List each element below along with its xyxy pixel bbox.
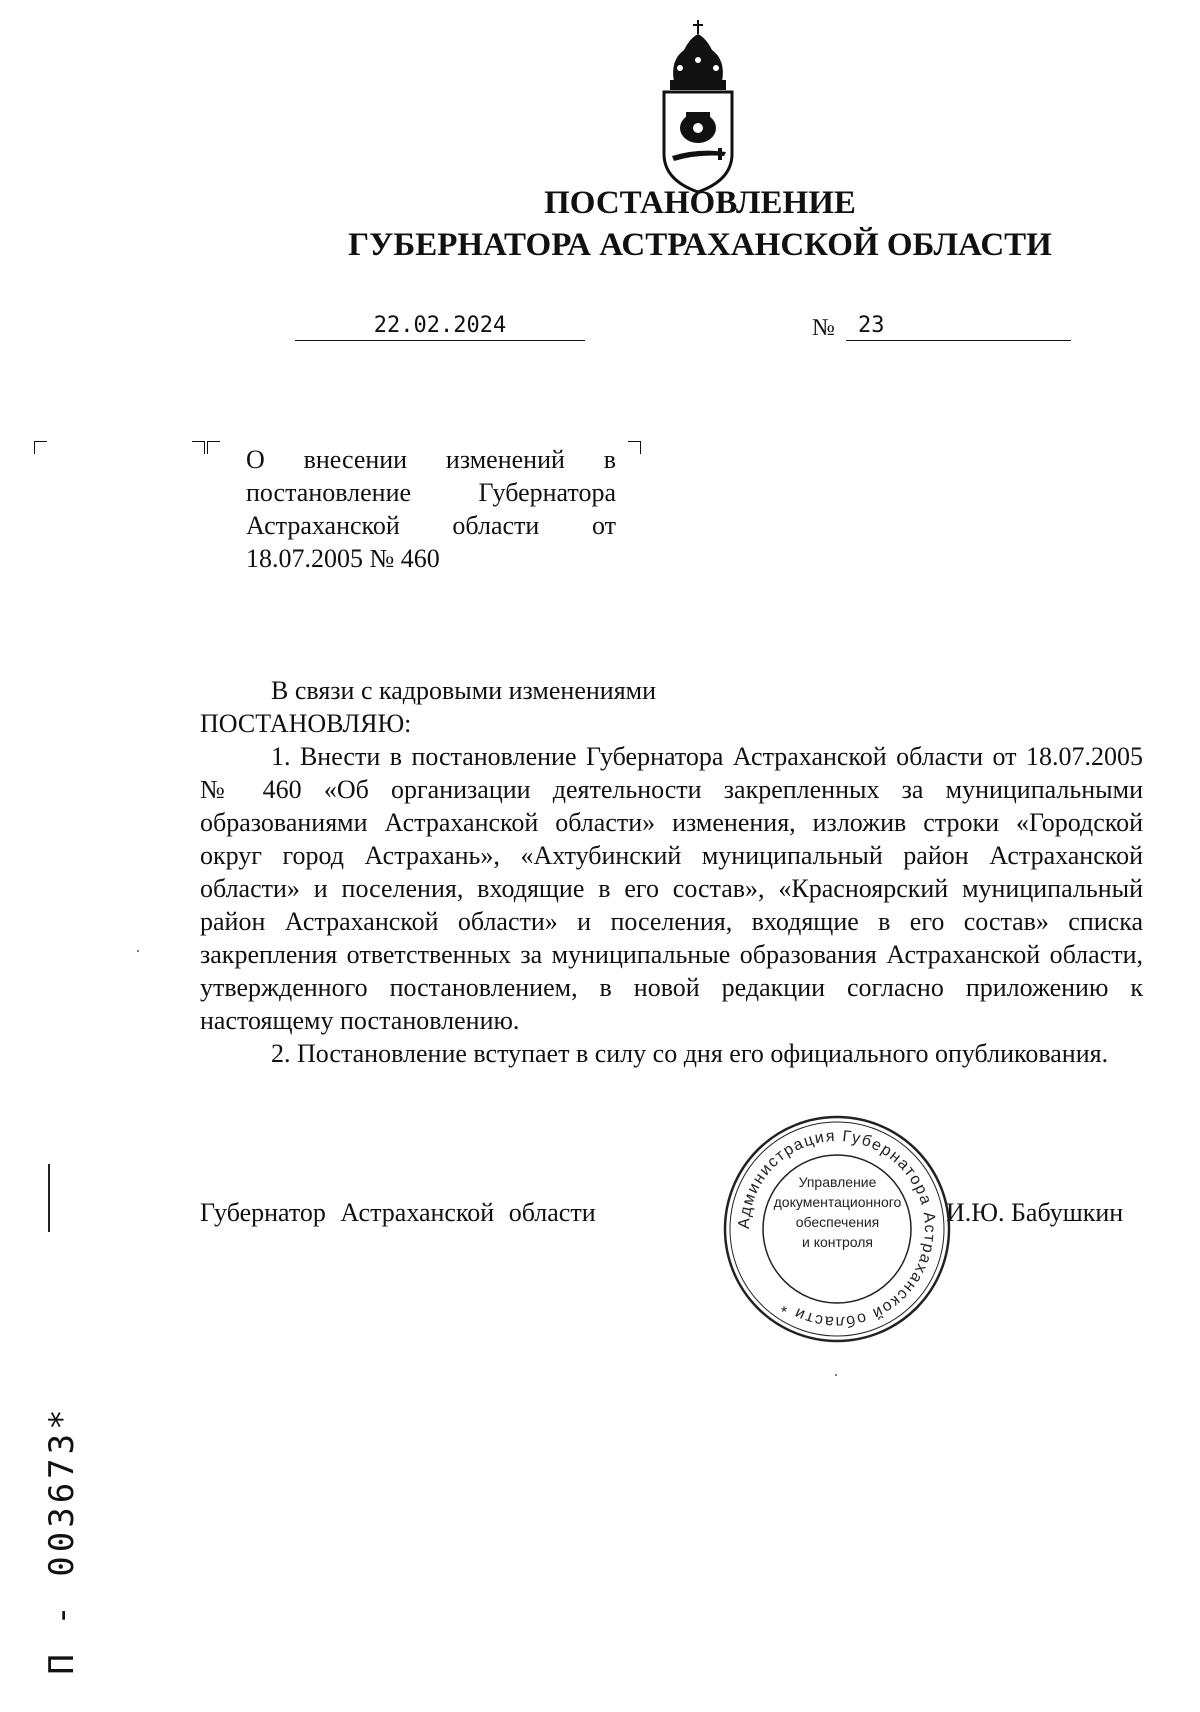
side-registration-code: П - 003673* [42,1405,82,1675]
document-subject [246,443,616,575]
intro-text: В связи с кадровыми изменениями [271,676,657,705]
corner-mark [628,441,641,454]
paragraph-item-1: 1. Внести в постановление Губернатора Астраханской области от 18.07.2005 № 460 «Об организации деятельности закрепленных за муниципальными образованиями Астраханской области» изменения, изложив строки «Городской округ город Астрахань», «Ахтубинский муниципальный район Астраханской области» и поселения, входящие в его состав», «Красноярский муниципальный район Астраханской области» и поселения, входящие в его состав» списка закрепления ответственных за муниципальные образования Астраханской области, утвержденного постановлением, в новой редакции согласно приложению к настоящему постановлению. [200,742,1143,1035]
margin-line [48,1164,50,1232]
corner-mark [207,441,220,454]
signatory-position: Губернатор Астраханской области [200,1198,596,1227]
scan-speck [835,1374,837,1376]
document-title-line-2: ГУБЕРНАТОРА АСТРАХАНСКОЙ ОБЛАСТИ [348,227,1052,263]
number-sign: № [812,315,835,341]
stamp-line: и контроля [802,1234,873,1250]
corner-mark [34,441,47,454]
document-title-line-1: ПОСТАНОВЛЕНИЕ [544,185,856,221]
stamp-line: обеспечения [795,1214,880,1230]
coat-of-arms-emblem [656,20,740,196]
corner-mark [192,441,205,454]
decree-word: ПОСТАНОВЛЯЮ: [200,709,412,738]
stamp-center-text [770,1172,905,1252]
stamp-line: документационного [773,1194,902,1210]
subject-line: Астраханской области от [246,511,616,540]
subject-line: О внесении изменений в [246,445,616,474]
stamp-ring-text: Администрация Губернатора Астраханской области * [735,1127,939,1331]
document-number: 23 [846,312,1071,341]
subject-line: постановление Губернатора [246,478,616,507]
subject-line: 18.07.2005 № 460 [246,544,440,573]
document-date: 22.02.2024 [295,312,585,341]
paragraph-item-2: 2. Постановление вступает в силу со дня его официального опубликования. [271,1039,1109,1068]
signatory-name: И.Ю. Бабушкин [946,1198,1124,1227]
stamp-line: Управление [798,1174,877,1190]
scan-speck [137,950,139,952]
